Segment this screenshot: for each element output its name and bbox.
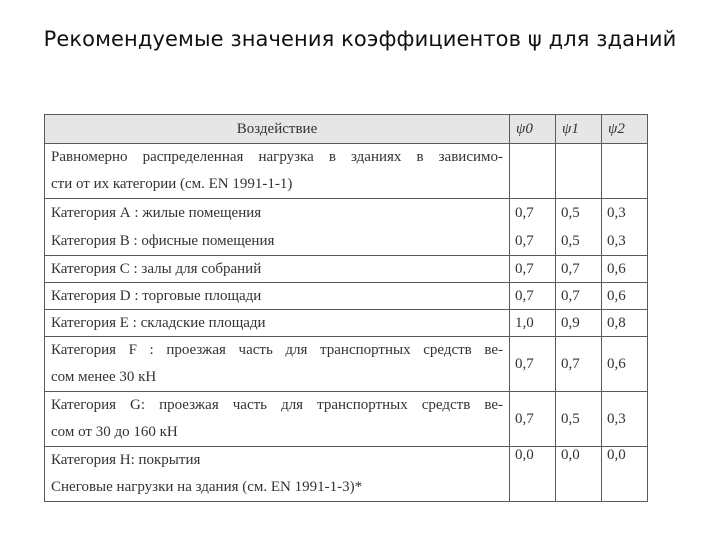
table-row-category-g [45,392,648,447]
table-row-category-e [45,310,648,337]
category-e-psi2: 0,8 [602,310,648,337]
category-a-label: Категория А : жилые помещения [51,205,262,221]
category-a-b-psi2 [602,199,648,256]
category-d-psi0: 0,7 [510,283,556,310]
table-row-category-c [45,256,648,283]
category-c-psi0: 0,7 [510,256,556,283]
intro-line-1: Равномерно распределенная нагрузка в зданиях в зависимо- [51,149,503,165]
category-e-psi1: 0,9 [556,310,602,337]
intro-psi2-empty [602,144,648,199]
category-e-cell [45,310,510,337]
category-f-psi1: 0,7 [556,337,602,392]
category-h-cell [45,447,510,502]
category-d-psi2: 0,6 [602,283,648,310]
intro-psi0-empty [510,144,556,199]
psi-coefficients-table [44,114,648,502]
header-effect: Воздействие [45,115,510,144]
category-g-line-2: сом от 30 до 160 кН [51,424,178,440]
category-c-cell [45,256,510,283]
table-header-row [45,115,648,144]
category-f-cell [45,337,510,392]
table-row-category-f [45,337,648,392]
category-f-line-2: сом менее 30 кН [51,369,157,385]
category-d-label: Категория D : торговые площади [51,288,262,304]
category-d-cell [45,283,510,310]
category-h-psi0: 0,0 [510,447,556,502]
category-c-label: Категория С : залы для собраний [51,261,262,277]
header-psi0: ψ0 [510,115,556,144]
category-c-psi1: 0,7 [556,256,602,283]
table-row-intro [45,144,648,199]
table-row-category-h [45,447,648,502]
category-h-psi1: 0,0 [556,447,602,502]
category-f-line-1: Категория F : проезжая часть для транспортных средств ве- [51,342,503,358]
category-f-psi2: 0,6 [602,337,648,392]
category-g-cell [45,392,510,447]
header-psi2: ψ2 [602,115,648,144]
category-c-psi2: 0,6 [602,256,648,283]
intro-line-2: сти от их категории (см. EN 1991-1-1) [51,176,293,192]
category-a-psi1: 0,5 [561,205,580,221]
category-h-label: Категория Н: покрытия [51,452,201,468]
category-a-b-cell [45,199,510,256]
category-d-psi1: 0,7 [556,283,602,310]
category-a-b-psi0 [510,199,556,256]
category-g-psi2: 0,3 [602,392,648,447]
category-b-label: Категория В : офисные помещения [51,233,275,249]
category-a-psi2: 0,3 [607,205,626,221]
category-g-psi1: 0,5 [556,392,602,447]
category-h-psi2: 0,0 [602,447,648,502]
category-g-line-1: Категория G: проезжая часть для транспортных средств ве- [51,397,503,413]
category-f-psi0: 0,7 [510,337,556,392]
category-g-psi0: 0,7 [510,392,556,447]
table-row-category-d [45,283,648,310]
category-b-psi2: 0,3 [607,233,626,249]
snow-loads-label: Снеговые нагрузки на здания (см. EN 1991-1-3)* [51,479,363,495]
category-a-psi0: 0,7 [515,205,534,221]
category-e-psi0: 1,0 [510,310,556,337]
slide-title: Рекомендуемые значения коэффициентов ψ для зданий [43,27,677,51]
category-b-psi0: 0,7 [515,233,534,249]
header-psi1: ψ1 [556,115,602,144]
table-row-category-a-b [45,199,648,256]
category-e-label: Категория Е : складские площади [51,315,266,331]
intro-psi1-empty [556,144,602,199]
intro-cell [45,144,510,199]
category-a-b-psi1 [556,199,602,256]
category-b-psi1: 0,5 [561,233,580,249]
